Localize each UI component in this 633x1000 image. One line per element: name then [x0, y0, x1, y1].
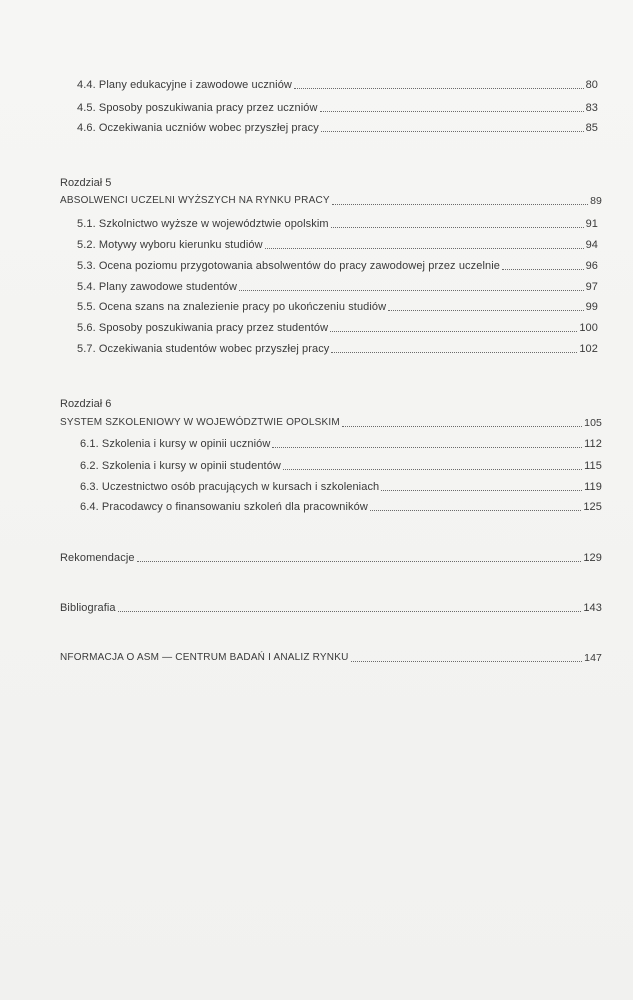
toc-entry-label: 5.4. Plany zawodowe studentów [77, 281, 238, 293]
dot-leader [351, 661, 583, 662]
dot-leader [330, 331, 577, 332]
toc-entry[interactable] [80, 437, 602, 451]
toc-entry[interactable] [77, 101, 598, 115]
toc-entry-label: 6.4. Pracodawcy o finansowaniu szkoleń dla pracowników [80, 501, 368, 513]
toc-chapter-title: ABSOLWENCI UCZELNI WYŻSZYCH NA RYNKU PRACY [60, 195, 330, 206]
dot-leader [272, 447, 582, 448]
toc-entry[interactable] [60, 651, 602, 665]
toc-entry-label: 5.2. Motywy wyboru kierunku studiów [77, 239, 263, 251]
toc-entry-label: NFORMACJA O ASM — CENTRUM BADAŃ I ANALIZ RYNKU [60, 652, 349, 663]
toc-entry-page: 129 [583, 552, 602, 564]
chapter-label: Rozdział 6 [60, 398, 112, 410]
toc-entry[interactable] [80, 500, 602, 514]
toc-entry-page: 125 [583, 501, 602, 513]
toc-chapter-title: SYSTEM SZKOLENIOWY W WOJEWÓDZTWIE OPOLSKIM [60, 417, 340, 428]
toc-entry-label: 6.1. Szkolenia i kursy w opinii uczniów [80, 438, 271, 450]
toc-entry-page: 115 [584, 460, 602, 472]
dot-leader [137, 561, 582, 562]
dot-leader [294, 88, 584, 89]
toc-entry-label: Rekomendacje [60, 552, 135, 564]
toc-entry-page: 94 [585, 239, 598, 251]
toc-entry-page: 83 [585, 102, 598, 114]
dot-leader [321, 131, 584, 132]
toc-entry-label: 5.1. Szkolnictwo wyższe w województwie opolskim [77, 218, 329, 230]
toc-entry-label: 4.6. Oczekiwania uczniów wobec przyszłej pracy [77, 122, 319, 134]
dot-leader [381, 490, 582, 491]
dot-leader [370, 510, 581, 511]
toc-entry-label: 4.4. Plany edukacyjne i zawodowe uczniów [77, 79, 292, 91]
toc-entry-label: 4.5. Sposoby poszukiwania pracy przez uczniów [77, 102, 318, 114]
toc-entry-label: 5.7. Oczekiwania studentów wobec przyszłej pracy [77, 343, 330, 355]
dot-leader [388, 310, 583, 311]
toc-entry-page: 143 [583, 602, 602, 614]
toc-entry[interactable] [60, 551, 602, 565]
toc-entry[interactable] [77, 121, 598, 135]
toc-entry-label: 5.3. Ocena poziomu przygotowania absolwentów do pracy zawodowej przez uczelnie [77, 260, 500, 272]
toc-chapter-entry[interactable] [60, 194, 602, 208]
toc-entry-page: 100 [579, 322, 598, 334]
toc-entry[interactable] [77, 300, 598, 314]
dot-leader [331, 227, 584, 228]
toc-entry-label: 5.6. Sposoby poszukiwania pracy przez studentów [77, 322, 329, 334]
toc-entry-label: 6.2. Szkolenia i kursy w opinii studentów [80, 460, 281, 472]
toc-entry-page: 112 [584, 438, 602, 450]
toc-entry-page: 80 [585, 79, 598, 91]
toc-entry-label: 6.3. Uczestnictwo osób pracujących w kursach i szkoleniach [80, 481, 380, 493]
toc-entry[interactable] [60, 601, 602, 615]
toc-entry-page: 89 [590, 195, 602, 207]
toc-entry[interactable] [77, 321, 598, 335]
toc-entry[interactable] [80, 480, 602, 494]
toc-entry[interactable] [77, 280, 598, 294]
dot-leader [320, 111, 584, 112]
toc-entry-page: 119 [584, 481, 602, 493]
dot-leader [118, 611, 582, 612]
toc-entry[interactable] [80, 459, 602, 473]
dot-leader [502, 269, 584, 270]
chapter-label: Rozdział 5 [60, 177, 112, 189]
toc-entry-page: 91 [585, 218, 598, 230]
toc-entry-label: Bibliografia [60, 602, 116, 614]
toc-entry-label: 5.5. Ocena szans na znalezienie pracy po ukończeniu studiów [77, 301, 387, 313]
toc-entry-page: 102 [579, 343, 598, 355]
toc-entry[interactable] [77, 238, 598, 252]
toc-chapter-entry[interactable] [60, 416, 602, 430]
toc-entry[interactable] [77, 342, 598, 356]
toc-entry[interactable] [77, 259, 598, 273]
toc-entry-page: 85 [585, 122, 598, 134]
dot-leader [283, 469, 582, 470]
toc-entry[interactable] [77, 217, 598, 231]
toc-entry-page: 147 [584, 652, 602, 664]
dot-leader [332, 204, 588, 205]
toc-entry-page: 105 [584, 417, 602, 429]
dot-leader [239, 290, 584, 291]
toc-entry-page: 99 [585, 301, 598, 313]
toc-entry[interactable] [77, 78, 598, 92]
toc-entry-page: 96 [585, 260, 598, 272]
toc-entry-page: 97 [585, 281, 598, 293]
dot-leader [265, 248, 584, 249]
dot-leader [342, 426, 582, 427]
dot-leader [331, 352, 577, 353]
